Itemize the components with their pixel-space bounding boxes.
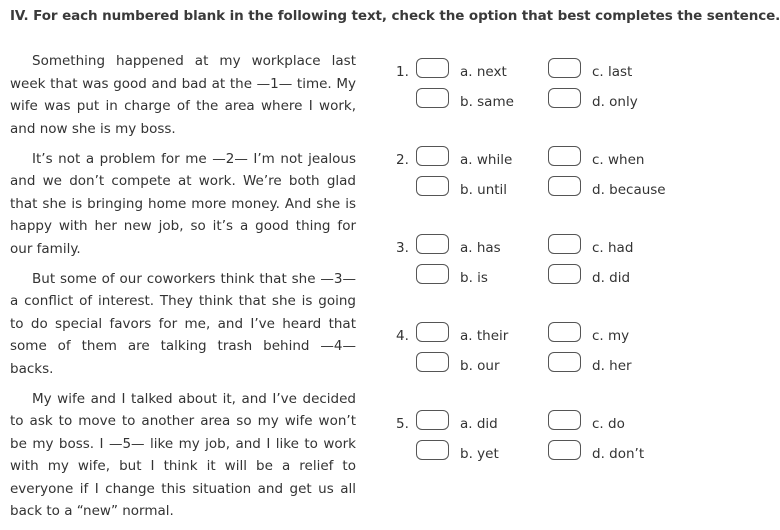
option-label: c. had	[592, 240, 634, 256]
question-number: 5.	[396, 416, 409, 432]
question-4	[396, 322, 676, 382]
question-2	[396, 146, 676, 206]
option-checkbox[interactable]	[548, 88, 581, 108]
option-checkbox[interactable]	[548, 352, 581, 372]
option-checkbox[interactable]	[416, 410, 449, 430]
exercise-title: IV. For each numbered blank in the following text, check the option that best completes the sentence.	[10, 8, 780, 24]
option-checkbox[interactable]	[416, 264, 449, 284]
option-label: b. same	[460, 94, 514, 110]
option-label: d. only	[592, 94, 638, 110]
question-number: 3.	[396, 240, 409, 256]
option-label: c. my	[592, 328, 630, 344]
option-checkbox[interactable]	[416, 352, 449, 372]
question-1	[396, 58, 676, 118]
option-checkbox[interactable]	[416, 176, 449, 196]
option-label: a. next	[460, 64, 507, 80]
paragraph-3: But some of our coworkers think that she —3— a conflict of interest. They think that she is going to do special favors for me, and I’ve heard that some of them are talking trash behind —4— backs.	[10, 270, 356, 377]
paragraph-4: My wife and I talked about it, and I’ve decided to ask to move to another area so my wife won’t be my boss. I —5— like my job, and I like to work with my wife, but I think it will be a relief to everyone if I change this situation and get us all back to a “new” normal.	[10, 390, 356, 519]
option-checkbox[interactable]	[416, 440, 449, 460]
question-3	[396, 234, 676, 294]
option-checkbox[interactable]	[548, 264, 581, 284]
option-checkbox[interactable]	[548, 176, 581, 196]
option-checkbox[interactable]	[548, 440, 581, 460]
question-number: 2.	[396, 152, 409, 168]
paragraph-1: Something happened at my workplace last week that was good and bad at the —1— time. My wife was put in charge of the area where I work, and now she is my boss.	[10, 53, 356, 137]
question-5	[396, 410, 676, 470]
option-checkbox[interactable]	[548, 146, 581, 166]
option-label: d. her	[592, 358, 632, 374]
question-number: 1.	[396, 64, 409, 80]
option-checkbox[interactable]	[416, 322, 449, 342]
option-checkbox[interactable]	[416, 234, 449, 254]
option-label: d. because	[592, 182, 666, 198]
option-label: b. until	[460, 182, 508, 198]
paragraph-2: It’s not a problem for me —2— I’m not jealous and we don’t compete at work. We’re both glad that she is bringing home more money. And she is happy with her new job, so it’s a good thing for our family.	[10, 150, 356, 257]
option-label: d. don’t	[592, 446, 645, 462]
option-label: c. when	[592, 152, 645, 168]
option-checkbox[interactable]	[548, 234, 581, 254]
option-label: b. is	[460, 270, 488, 286]
option-checkbox[interactable]	[548, 58, 581, 78]
option-label: c. last	[592, 64, 633, 80]
option-checkbox[interactable]	[416, 58, 449, 78]
option-label: a. their	[460, 328, 509, 344]
option-checkbox[interactable]	[416, 88, 449, 108]
option-label: c. do	[592, 416, 625, 432]
option-label: a. while	[460, 152, 513, 168]
option-label: a. did	[460, 416, 498, 432]
option-label: d. did	[592, 270, 631, 286]
option-label: b. yet	[460, 446, 499, 462]
option-label: b. our	[460, 358, 500, 374]
reading-passage	[10, 50, 356, 530]
question-number: 4.	[396, 328, 409, 344]
option-checkbox[interactable]	[548, 322, 581, 342]
option-checkbox[interactable]	[548, 410, 581, 430]
option-checkbox[interactable]	[416, 146, 449, 166]
option-label: a. has	[460, 240, 501, 256]
